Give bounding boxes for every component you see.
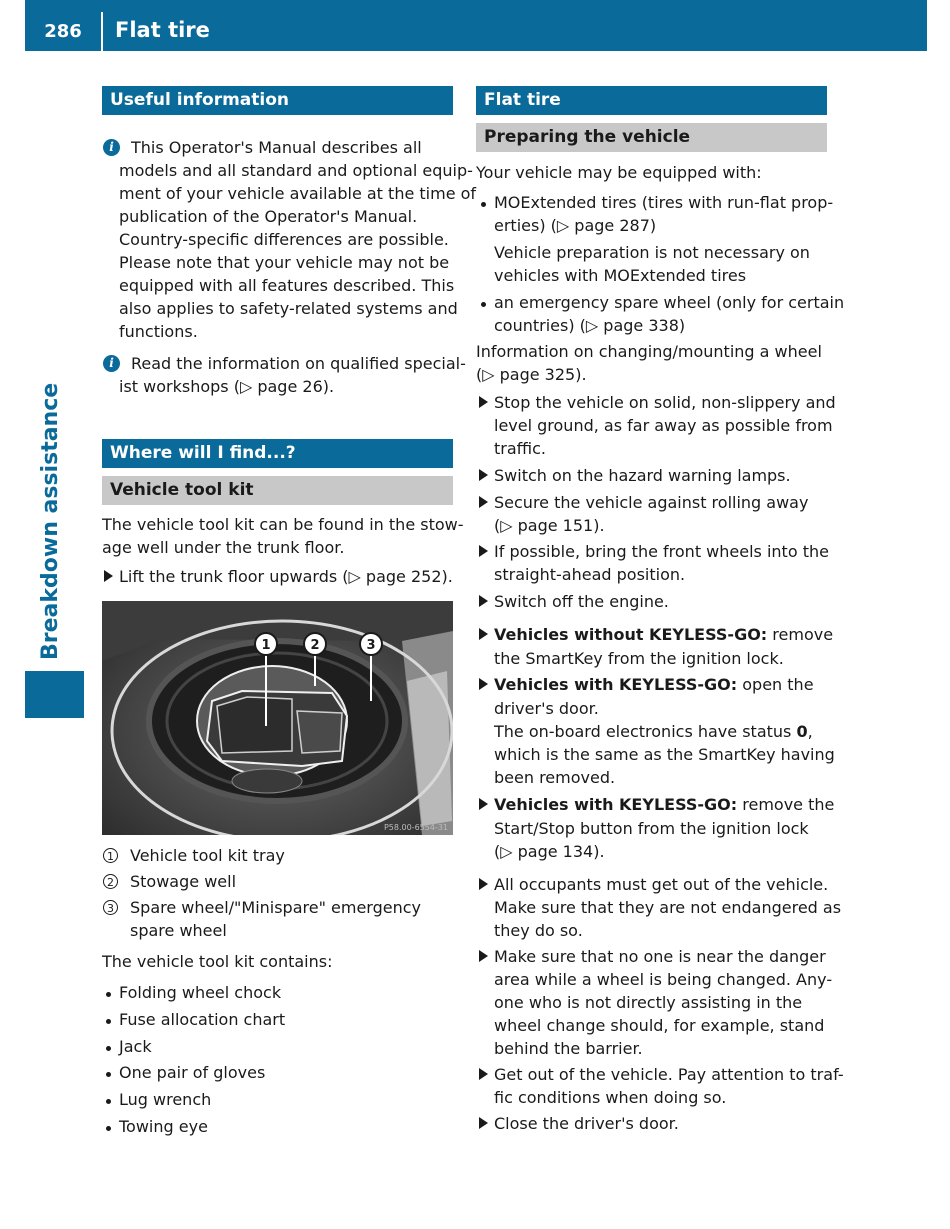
bullet <box>106 1046 111 1051</box>
step-arrow-icon <box>479 1068 488 1080</box>
svg-text:2: 2 <box>310 638 320 653</box>
bullet <box>106 1126 111 1131</box>
s7-line: been removed. <box>494 768 616 787</box>
content-item: Lug wrench <box>119 1090 212 1109</box>
s8-line <box>494 793 834 816</box>
header-divider <box>101 12 103 51</box>
legend-text: spare wheel <box>130 921 227 940</box>
b1-line: erties) (▷ page 287) <box>494 216 657 235</box>
info2-line: ist workshops (▷ page 26). <box>119 377 335 396</box>
info1-line: publication of the Operator's Manual. <box>119 207 418 226</box>
s6-bold: Vehicles without KEYLESS-GO: <box>494 625 768 644</box>
toolkit-text-line: age well under the trunk floor. <box>102 538 345 557</box>
info1-line: Country-specific differences are possible. <box>119 230 449 249</box>
s10-line: wheel change should, for example, stand <box>494 1016 825 1035</box>
s6-rest: remove <box>767 625 834 644</box>
legend-number: 1 <box>103 848 118 863</box>
bullet <box>481 302 486 307</box>
info1-line: equipped with all features described. This <box>119 276 455 295</box>
s4-line: If possible, bring the front wheels into the <box>494 542 829 561</box>
toolkit-text-line: The vehicle tool kit can be found in the stow- <box>102 515 464 534</box>
flat-tire-heading: Flat tire <box>476 86 827 115</box>
s3-line: Secure the vehicle against rolling away <box>494 493 809 512</box>
step-arrow-icon <box>479 1117 488 1129</box>
s12-line: Close the driver's door. <box>494 1114 679 1133</box>
step-arrow-icon <box>479 950 488 962</box>
info1-line: This Operator's Manual describes all <box>131 138 422 157</box>
step-arrow-icon <box>479 469 488 481</box>
s9-line: they do so. <box>494 921 583 940</box>
page-header <box>25 0 927 51</box>
info1-line: functions. <box>119 322 198 341</box>
contains-intro: The vehicle tool kit contains: <box>102 952 333 971</box>
content-item: One pair of gloves <box>119 1063 266 1082</box>
info1-line: models and all standard and optional equip- <box>119 161 473 180</box>
step-arrow-icon <box>479 545 488 557</box>
s4-line: straight-ahead position. <box>494 565 686 584</box>
callout-1 <box>255 633 277 655</box>
s1-line: traffic. <box>494 439 547 458</box>
s7-line: which is the same as the SmartKey having <box>494 745 835 764</box>
b1-note-line: Vehicle preparation is not necessary on <box>494 243 810 262</box>
step-arrow-icon <box>479 678 488 690</box>
s7-status: 0 <box>796 722 808 741</box>
svg-text:1: 1 <box>261 638 271 653</box>
where-heading: Where will I find...? <box>102 439 453 468</box>
page-title: Flat tire <box>115 18 210 42</box>
s10-line: behind the barrier. <box>494 1039 643 1058</box>
s5-line: Switch off the engine. <box>494 592 669 611</box>
s7-l3a: The on-board electronics have status <box>494 722 797 741</box>
s1-line: Stop the vehicle on solid, non-slippery and <box>494 393 836 412</box>
s3-line: (▷ page 151). <box>494 516 605 535</box>
toolkit-step: Lift the trunk floor upwards (▷ page 252). <box>119 567 453 586</box>
s11-line: Get out of the vehicle. Pay attention to traf- <box>494 1065 844 1084</box>
image-code: P58.00-6554-31 <box>383 823 448 832</box>
step-arrow-icon <box>479 628 488 640</box>
info-mount-line: (▷ page 325). <box>476 365 587 384</box>
step-arrow-icon <box>479 798 488 810</box>
b1-line: MOExtended tires (tires with run-flat prop- <box>494 193 834 212</box>
step-arrow-icon <box>479 396 488 408</box>
bullet <box>106 1019 111 1024</box>
s7-rest: open the <box>737 675 814 694</box>
s8-rest: remove the <box>737 795 835 814</box>
content-item: Folding wheel chock <box>119 983 282 1002</box>
s7-line: driver's door. <box>494 699 599 718</box>
bullet <box>106 992 111 997</box>
content-item: Jack <box>119 1037 152 1056</box>
s2-line: Switch on the hazard warning lamps. <box>494 466 791 485</box>
b1-note-line: vehicles with MOExtended tires <box>494 266 747 285</box>
step-arrow-icon <box>104 570 113 582</box>
content-item: Fuse allocation chart <box>119 1010 286 1029</box>
info1-line: Please note that your vehicle may not be <box>119 253 450 272</box>
callout-3 <box>360 633 382 655</box>
bullet <box>481 202 486 207</box>
s6-line: the SmartKey from the ignition lock. <box>494 649 784 668</box>
side-tab-label: Breakdown assistance <box>38 382 63 660</box>
s7-line <box>494 720 813 743</box>
info1-line: ment of your vehicle available at the time of <box>119 184 477 203</box>
s1-line: level ground, as far away as possible from <box>494 416 833 435</box>
side-tab-marker <box>25 671 84 718</box>
info-icon: i <box>103 139 120 156</box>
step-arrow-icon <box>479 496 488 508</box>
s11-line: fic conditions when doing so. <box>494 1088 727 1107</box>
s8-line: Start/Stop button from the ignition lock <box>494 819 809 838</box>
legend-number: 2 <box>103 874 118 889</box>
s7-bold: Vehicles with KEYLESS-GO: <box>494 675 738 694</box>
legend-text: Vehicle tool kit tray <box>130 846 285 865</box>
info-icon: i <box>103 355 120 372</box>
s9-line: All occupants must get out of the vehicle. <box>494 875 829 894</box>
s10-line: area while a wheel is being changed. Any- <box>494 970 833 989</box>
s7-l3c: , <box>807 722 813 741</box>
s7-line <box>494 673 814 696</box>
callout-2 <box>304 633 326 655</box>
step-arrow-icon <box>479 595 488 607</box>
useful-information-heading: Useful information <box>102 86 453 115</box>
preparing-vehicle-heading: Preparing the vehicle <box>476 123 827 152</box>
info2-line: Read the information on qualified special- <box>131 354 466 373</box>
vehicle-tool-kit-heading: Vehicle tool kit <box>102 476 453 505</box>
step-arrow-icon <box>479 878 488 890</box>
bullet <box>106 1099 111 1104</box>
bullet <box>106 1072 111 1077</box>
s10-line: Make sure that no one is near the danger <box>494 947 826 966</box>
s10-line: one who is not directly assisting in the <box>494 993 803 1012</box>
legend-number: 3 <box>103 900 118 915</box>
legend-text: Stowage well <box>130 872 237 891</box>
s8-bold: Vehicles with KEYLESS-GO: <box>494 795 738 814</box>
legend-text: Spare wheel/"Minispare" emergency <box>130 898 422 917</box>
s8-line: (▷ page 134). <box>494 842 605 861</box>
b2-line: an emergency spare wheel (only for certain <box>494 293 845 312</box>
b2-line: countries) (▷ page 338) <box>494 316 686 335</box>
content-item: Towing eye <box>119 1117 208 1136</box>
info1-line: also applies to safety-related systems and <box>119 299 458 318</box>
info-mount-line: Information on changing/mounting a wheel <box>476 342 822 361</box>
s9-line: Make sure that they are not endangered as <box>494 898 842 917</box>
tool-kit-photo <box>102 601 453 835</box>
svg-text:3: 3 <box>366 638 376 653</box>
equipped-intro: Your vehicle may be equipped with: <box>476 163 762 182</box>
page-number: 286 <box>44 21 82 42</box>
s6-line <box>494 623 833 646</box>
